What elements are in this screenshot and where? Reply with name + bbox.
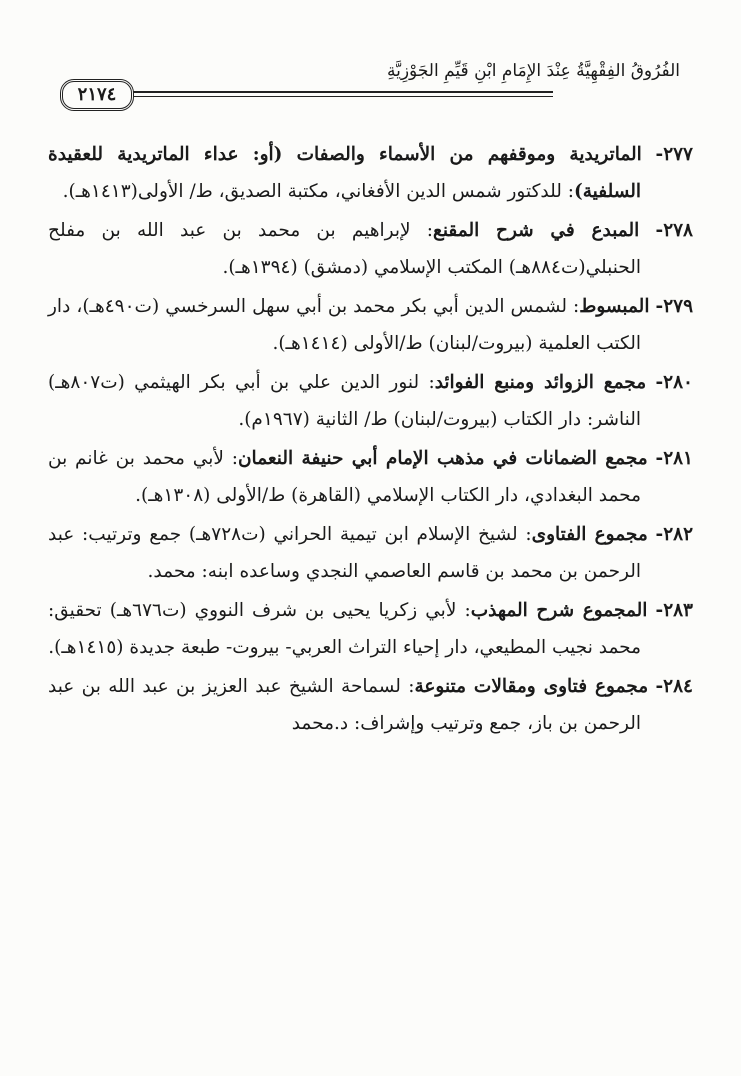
entry-title: مجموع فتاوى ومقالات متنوعة <box>414 676 649 697</box>
bibliography-entry <box>48 288 693 362</box>
entry-details: : لأبي محمد بن غانم بن محمد البغدادي، دار الكتاب الإسلامي (القاهرة) ط/الأولى (١٣٠٨هـ). <box>48 448 641 506</box>
bibliography-list <box>48 136 693 744</box>
entry-title: المجموع شرح المهذب <box>470 600 648 621</box>
page-header <box>60 55 680 105</box>
entry-details: : لسماحة الشيخ عبد العزيز بن عبد الله بن عبد الرحمن بن باز، جمع وترتيب وإشراف: د.محمد <box>48 676 641 734</box>
entry-details: : لإبراهيم بن محمد بن عبد الله بن مفلح الحنبلي(ت٨٨٤هـ) المكتب الإسلامي (دمشق) (١٣٩٤هـ). <box>48 220 641 278</box>
entry-details: : لنور الدين علي بن أبي بكر الهيثمي (ت٨٠٧هـ) الناشر: دار الكتاب (بيروت/لبنان) ط/ الثانية (١٩٦٧م). <box>48 372 641 430</box>
bibliography-entry <box>48 136 693 210</box>
header-rule <box>128 91 553 93</box>
entry-number: ٢٨٤- <box>655 676 693 697</box>
entry-details: : لأبي زكريا يحيى بن شرف النووي (ت٦٧٦هـ) تحقيق: محمد نجيب المطيعي، دار إحياء التراث العربي- بيروت- طبعة جديدة (١٤١٥هـ). <box>48 600 641 658</box>
entry-title: المبسوط <box>579 296 650 317</box>
entry-title: مجمع الزوائد ومنبع الفوائد <box>434 372 647 393</box>
bibliography-entry <box>48 212 693 286</box>
entry-details: : لشمس الدين أبي بكر محمد بن أبي سهل السرخسي (ت٤٩٠هـ)، دار الكتب العلمية (بيروت/لبنان) ط/الأولى (١٤١٤هـ). <box>48 296 641 354</box>
entry-number: ٢٧٧- <box>655 144 693 165</box>
entry-number: ٢٨٣- <box>655 600 693 621</box>
bibliography-entry <box>48 516 693 590</box>
entry-details: : لشيخ الإسلام ابن تيمية الحراني (ت٧٢٨هـ) جمع وترتيب: عبد الرحمن بن محمد بن قاسم العاصمي النجدي وساعده ابنه: محمد. <box>48 524 641 582</box>
bibliography-entry <box>48 440 693 514</box>
running-title: الفُرُوقُ الفِقْهِيَّةُ عِنْدَ الإِمَامِ ابْنِ قَيِّمِ الجَوْزِيَّةِ <box>387 61 680 81</box>
entry-number: ٢٨٠- <box>655 372 693 393</box>
entry-number: ٢٧٨- <box>655 220 693 241</box>
page-number: ٢١٧٤ <box>60 79 134 111</box>
entry-number: ٢٨٢- <box>655 524 694 545</box>
header-rule-thin <box>128 96 553 97</box>
entry-number: ٢٨١- <box>655 448 693 469</box>
entry-title: الماتريدية وموقفهم من الأسماء والصفات (أو: عداء الماتريدية للعقيدة السلفية) <box>48 144 642 202</box>
bibliography-entry <box>48 668 693 742</box>
entry-details: : للدكتور شمس الدين الأفغاني، مكتبة الصديق، ط/ الأولى(١٤١٣هـ). <box>62 181 574 202</box>
bibliography-entry <box>48 592 693 666</box>
bibliography-entry <box>48 364 693 438</box>
entry-title: مجموع الفتاوى <box>531 524 648 545</box>
entry-number: ٢٧٩- <box>655 296 694 317</box>
entry-title: المبدع في شرح المقنع <box>433 220 640 241</box>
entry-title: مجمع الضمانات في مذهب الإمام أبي حنيفة النعمان <box>237 448 648 469</box>
